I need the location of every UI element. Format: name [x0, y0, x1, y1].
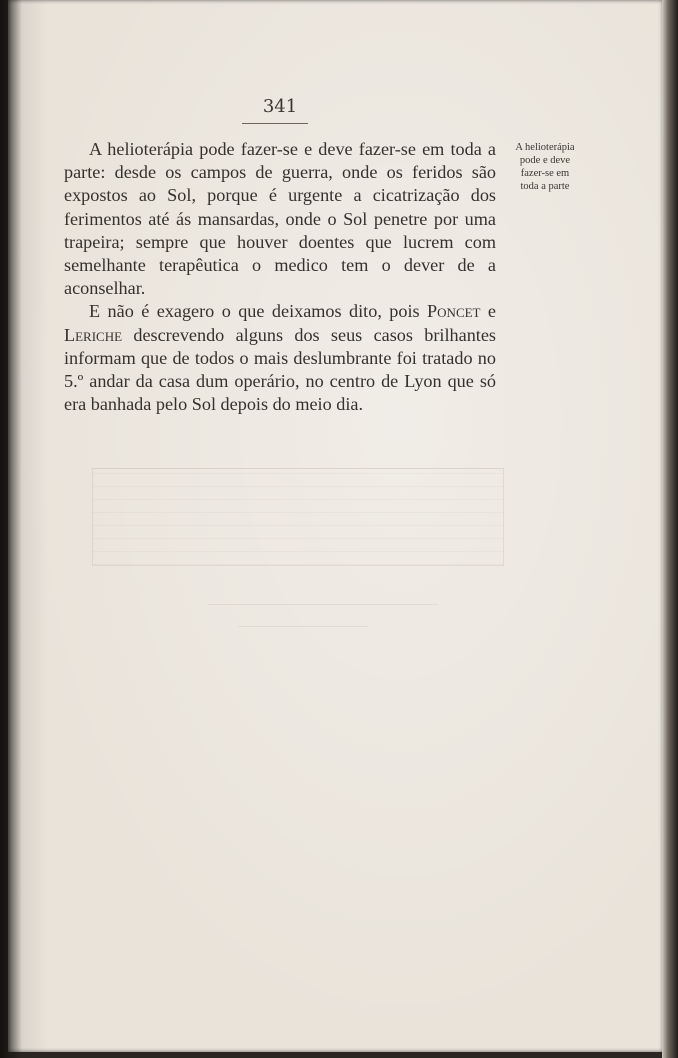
paragraph-2-after: descrevendo alguns dos seus casos brilhantes informam que de todos o mais deslumbrante foi tratado no 5.º andar da casa dum operário, no centro de Lyon que só era banhada pelo Sol depois do meio dia.	[64, 324, 496, 415]
margin-note-line: A helioterápia	[515, 142, 575, 153]
margin-note-line: pode e deve	[519, 155, 571, 166]
show-through-line	[238, 626, 368, 627]
margin-note-line: toda a parte	[520, 181, 570, 192]
author-name-leriche: Leriche	[64, 324, 123, 345]
paragraph-1: A helioterápia pode fazer-se e deve fazer-se em toda a parte: desde os campos de guerra, onde os feridos são expostos ao Sol, porque é urgente a cicatrização dos ferimentos até ás mansardas, onde o Sol penetre por uma trapeira; sempre que houver doentes que lucrem com semelhante terapêutica o medico tem o dever de a aconselhar.	[64, 139, 496, 299]
book-page	[8, 0, 663, 1052]
body-text	[64, 138, 496, 416]
paragraph-2-before: E não é exagero o que deixamos dito, pois	[89, 301, 428, 322]
margin-note-line: fazer-se em	[520, 168, 570, 179]
page-number: 341	[262, 96, 298, 117]
gutter-shadow	[0, 0, 22, 1058]
show-through-plate	[92, 468, 504, 566]
author-name-poncet: Poncet	[427, 301, 481, 322]
paragraph-2	[64, 300, 496, 416]
paragraph-2-middle: e	[480, 301, 496, 322]
show-through-line	[208, 604, 438, 605]
margin-note	[505, 141, 585, 193]
page-edge	[662, 0, 678, 1058]
page-number-rule	[242, 123, 308, 124]
